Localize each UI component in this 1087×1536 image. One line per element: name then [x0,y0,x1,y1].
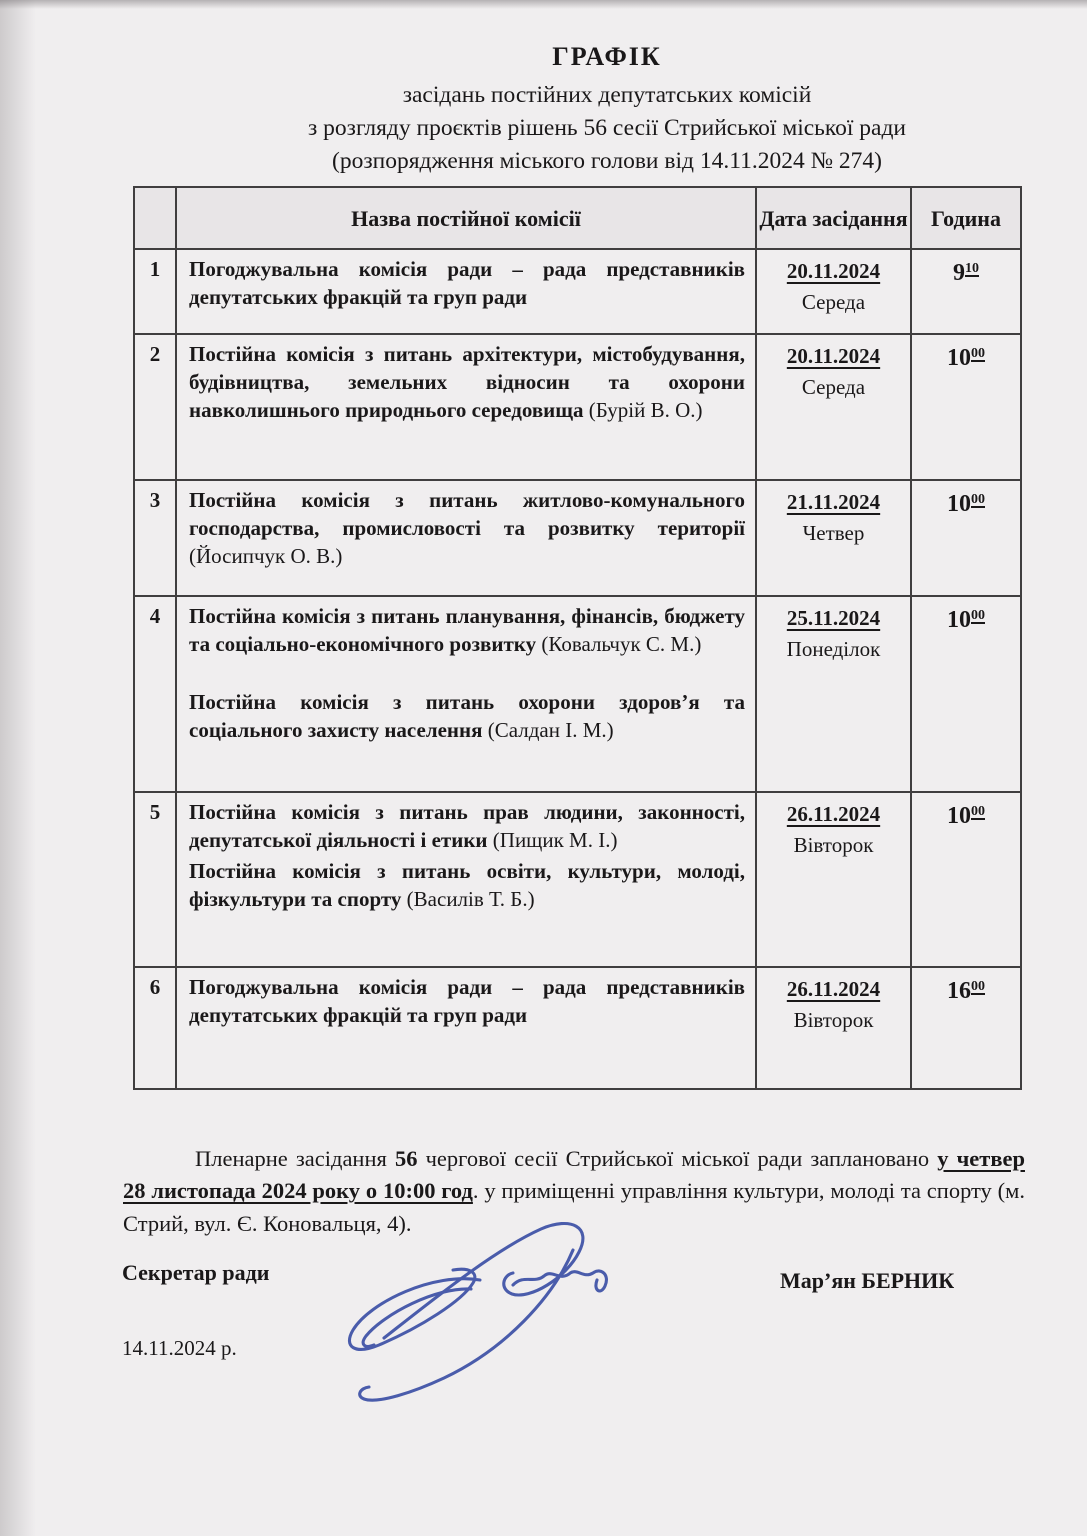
meeting-weekday: Понеділок [786,637,881,661]
commission-name-cell [176,967,756,1089]
plenary-session-note: Пленарне засідання 56 чергової сесії Стрийської міської ради заплановано у четвер 28 листопада 2024 року о 10:00 год. у приміщенні управління культури, молоді та спорту (м. Стрий, вул. Є. Коновальця, 4). [123,1145,1025,1236]
document-title: ГРАФІК [552,42,662,71]
header-meeting-date: Дата засідання [756,187,911,249]
schedule-table [133,186,1022,1090]
document-subtitle-line-1: засідань постійних депутатських комісій [402,82,812,108]
document-subtitle-line-2: з розгляду проєктів рішень 56 сесії Стрийської міської ради [308,115,906,141]
plenary-date-emphasis: у четвер 28 листопада 2024 року о 10:00 год [123,1145,1025,1203]
table-header-row [134,187,1021,249]
commission-paragraph: Погоджувальна комісія ради – рада представників депутатських фракцій та груп ради [189,257,745,309]
meeting-date: 25.11.2024 [786,606,881,630]
meeting-weekday: Вівторок [793,833,874,857]
hour-value: 9 [953,260,965,286]
commission-paragraph: Погоджувальна комісія ради – рада представників депутатських фракцій та груп ради [189,975,745,1027]
commission-name-cell [176,334,756,480]
commission-chair: (Ковальчук С. М.) [541,632,702,656]
table-row [134,596,1021,792]
commission-name-cell [176,249,756,334]
commission-paragraph: Постійна комісія з питань житлово-комунального господарства, промисловості та розвитку території (Йосипчук О. В.) [189,488,745,568]
commission-name-cell [176,596,756,792]
handwritten-signature [322,1218,662,1528]
commission-paragraph: Постійна комісія з питань архітектури, містобудування, будівництва, земельних відносин та охорони навколишнього природнього середовища (Бурій В. О.) [189,342,745,422]
hour-value: 10 [947,607,971,633]
row-number: 3 [134,480,176,596]
hour-value: 10 [947,803,971,829]
commission-chair: (Бурій В. О.) [588,398,703,422]
meeting-date: 21.11.2024 [786,490,881,514]
commission-paragraph: Постійна комісія з питань планування, фінансів, бюджету та соціально-економічного розвитку (Ковальчук С. М.) [189,604,745,656]
minutes-value: 00 [971,492,985,507]
table-row [134,249,1021,334]
commission-chair: (Пищик М. І.) [492,828,618,852]
meeting-hour-cell [911,967,1021,1089]
table-row [134,967,1021,1089]
table-row [134,792,1021,967]
meeting-date: 26.11.2024 [786,802,881,826]
signatory-role: Секретар ради [122,1260,270,1285]
commission-name-cell [176,480,756,596]
table-row [134,334,1021,480]
row-number: 2 [134,334,176,480]
commission-paragraph: Постійна комісія з питань охорони здоров’я та соціального захисту населення (Салдан І. М.) [189,690,745,742]
commission-chair: (Йосипчук О. В.) [189,544,343,568]
table-row [134,480,1021,596]
commission-paragraph: Постійна комісія з питань прав людини, законності, депутатської діяльності і етики (Пищик М. І.) [189,800,745,852]
minutes-value: 10 [965,261,979,276]
row-number: 6 [134,967,176,1089]
commission-paragraph: Постійна комісія з питань освіти, культури, молоді, фізкультури та спорту (Василів Т. Б.) [189,859,745,911]
meeting-hour-cell [911,480,1021,596]
meeting-date: 20.11.2024 [786,259,881,283]
minutes-value: 00 [971,979,985,994]
meeting-date-cell [756,480,911,596]
minutes-value: 00 [971,346,985,361]
row-number: 4 [134,596,176,792]
session-number: 56 [394,1145,418,1171]
meeting-weekday: Середа [801,290,866,314]
meeting-date-cell [756,792,911,967]
meeting-date-cell [756,596,911,792]
minutes-value: 00 [971,608,985,623]
meeting-date: 26.11.2024 [786,977,881,1001]
signature-date: 14.11.2024 р. [122,1336,237,1360]
document-header [127,42,1087,178]
row-number: 5 [134,792,176,967]
meeting-date-cell [756,334,911,480]
header-commission-name: Назва постійної комісії [176,187,756,249]
commission-chair: (Салдан І. М.) [487,718,614,742]
meeting-date: 20.11.2024 [786,344,881,368]
meeting-date-cell [756,249,911,334]
hour-value: 16 [947,978,971,1004]
header-hour: Година [911,187,1021,249]
meeting-hour-cell [911,334,1021,480]
meeting-weekday: Середа [801,375,866,399]
meeting-weekday: Вівторок [793,1008,874,1032]
meeting-hour-cell [911,596,1021,792]
hour-value: 10 [947,345,971,371]
meeting-hour-cell [911,249,1021,334]
document-subtitle-line-3: (розпорядження міського голови від 14.11.2024 № 274) [332,148,882,174]
meeting-hour-cell [911,792,1021,967]
minutes-value: 00 [971,804,985,819]
commission-chair: (Василів Т. Б.) [406,887,535,911]
meeting-weekday: Четвер [802,521,865,545]
header-number [134,187,176,249]
commission-name-cell [176,792,756,967]
hour-value: 10 [947,491,971,517]
signatory-name: Мар’ян БЕРНИК [780,1268,955,1293]
meeting-date-cell [756,967,911,1089]
row-number: 1 [134,249,176,334]
